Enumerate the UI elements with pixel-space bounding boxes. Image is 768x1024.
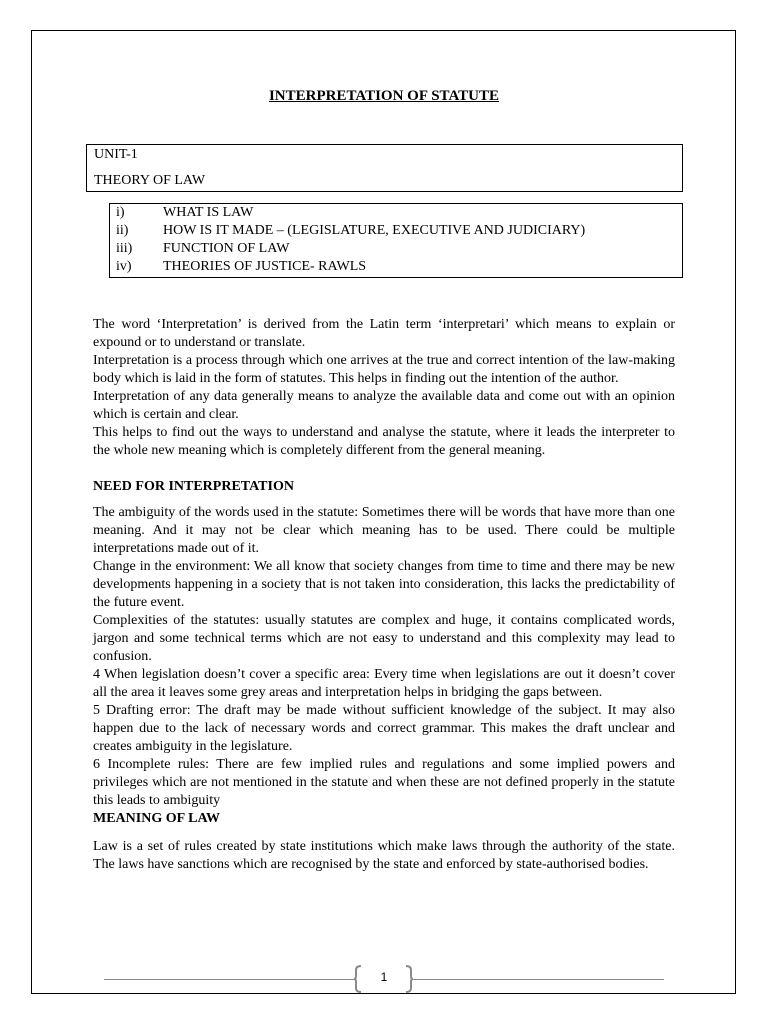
topic-text: THEORIES OF JUSTICE- RAWLS [163, 259, 367, 274]
unit-label: UNIT-1 [94, 147, 138, 162]
topic-item [116, 240, 289, 258]
topic-item [116, 222, 585, 240]
topic-item [116, 204, 253, 222]
page-number: 1 [380, 970, 388, 984]
need-paragraph: 4 When legislation doesn’t cover a specific area: Every time when legislations are out it doesn’t cover all the area it leaves some grey areas and interpretation helps in bridging the gaps between. [93, 667, 675, 700]
topics-list [109, 203, 683, 278]
topic-number: iv) [116, 259, 132, 274]
topic-number: ii) [116, 223, 129, 238]
left-brace-icon [354, 965, 362, 993]
topic-text: HOW IS IT MADE – (LEGISLATURE, EXECUTIVE AND JUDICIARY) [163, 223, 586, 238]
need-paragraph: Change in the environment: We all know that society changes from time to time and there may be new developments happening in a society that is not taken into consideration, this lacks the predictability of the future event. [93, 559, 675, 610]
need-paragraph: 5 Drafting error: The draft may be made without sufficient knowledge of the subject. It may also happen due to the lack of necessary words and correct grammar. This makes the draft unclear and creates ambiguity in the legislature. [93, 703, 675, 754]
body-content [93, 316, 675, 874]
unit-title: THEORY OF LAW [94, 173, 206, 188]
topic-number: iii) [116, 241, 133, 256]
topic-item [116, 258, 366, 276]
meaning-paragraph: Law is a set of rules created by state institutions which make laws through the authority of the state. The laws have sanctions which are recognised by the state and enforced by state-authorised bodies. [93, 839, 675, 872]
need-heading: NEED FOR INTERPRETATION [93, 479, 294, 494]
need-paragraph: Complexities of the statutes: usually statutes are complex and huge, it contains complicated words, jargon and some technical terms which are not easy to understand and this complexity may lead to confusion. [93, 613, 675, 664]
footer-divider-left [104, 979, 356, 980]
intro-paragraph: Interpretation is a process through which one arrives at the true and correct intention of the law-making body which is laid in the form of statutes. This helps in finding out the intention of the author. [93, 353, 675, 386]
unit-box [86, 144, 683, 192]
document-title: INTERPRETATION OF STATUTE [268, 88, 500, 104]
intro-paragraph: This helps to find out the ways to understand and analyse the statute, where it leads the interpreter to the whole new meaning which is completely different from the general meaning. [93, 425, 675, 458]
intro-paragraph: The word ‘Interpretation’ is derived from the Latin term ‘interpretari’ which means to explain or expound or to understand or translate. [93, 317, 675, 350]
footer-divider-right [412, 979, 664, 980]
intro-paragraph: Interpretation of any data generally means to analyze the available data and come out with an opinion which is certain and clear. [93, 389, 675, 422]
right-brace-icon [405, 965, 413, 993]
need-paragraph: 6 Incomplete rules: There are few implied rules and regulations and some implied powers and privileges which are not mentioned in the statute and when these are not defined properly in the statute this leads to ambiguity [93, 757, 675, 808]
topic-text: FUNCTION OF LAW [163, 241, 290, 256]
need-paragraph: The ambiguity of the words used in the statute: Sometimes there will be words that have more than one meaning. And it may not be clear which meaning has to be used. There could be multiple interpretations made out of it. [93, 505, 675, 556]
topic-text: WHAT IS LAW [163, 205, 254, 220]
topic-number: i) [116, 205, 125, 220]
meaning-heading: MEANING OF LAW [93, 811, 221, 826]
